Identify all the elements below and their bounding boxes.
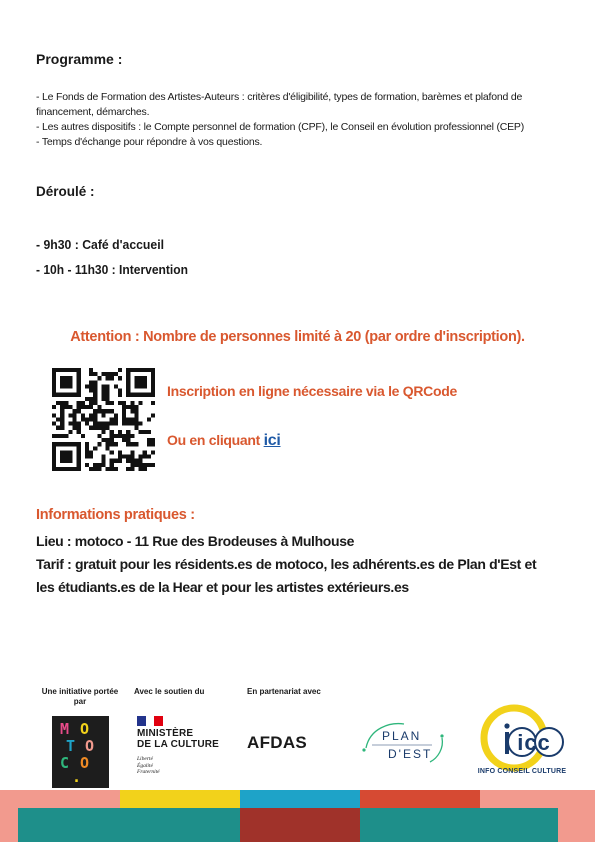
inscription-text: Inscription en ligne nécessaire via le QRCode bbox=[167, 383, 457, 399]
icc-caption: INFO CONSEIL CULTURE bbox=[477, 768, 567, 775]
infos-line: Lieu : motoco - 11 Rue des Brodeuses à Mulhouse bbox=[36, 533, 355, 549]
french-flag-icon bbox=[137, 716, 163, 726]
qr-code-image[interactable] bbox=[52, 368, 155, 471]
infos-line: Tarif : gratuit pour les résidents.es de motoco, les adhérents.es de Plan d'Est et bbox=[36, 556, 537, 572]
programme-item: - Le Fonds de Formation des Artistes-Auteurs : critères d'éligibilité, types de formation, barèmes et plafond de bbox=[36, 91, 523, 103]
deroule-title: Déroulé : bbox=[36, 184, 95, 199]
motoco-letter: C bbox=[60, 754, 70, 772]
planest-line1: PLAN bbox=[382, 729, 422, 743]
ministere-line: MINISTÈRE bbox=[137, 728, 194, 739]
deroule-item: - 10h - 11h30 : Intervention bbox=[36, 262, 188, 277]
motoco-letter: T bbox=[66, 737, 76, 755]
motoco-letter: M bbox=[60, 720, 70, 738]
label-initiative-line: par bbox=[73, 697, 87, 706]
label-partenariat: En partenariat avec bbox=[247, 687, 321, 696]
motoco-letter: O bbox=[80, 754, 90, 772]
infos-body bbox=[36, 530, 571, 599]
infos-line: les étudiants.es de la Hear et pour les artistes extérieurs.es bbox=[36, 579, 409, 595]
plan-d-est-logo bbox=[360, 718, 446, 768]
programme-item: - Temps d'échange pour répondre à vos questions. bbox=[36, 136, 263, 148]
ministere-name bbox=[137, 728, 219, 750]
label-initiative-line: Une initiative portée bbox=[41, 687, 119, 696]
ministere-motto bbox=[137, 756, 160, 776]
icc-letters: icc bbox=[517, 730, 551, 755]
ministere-culture-logo bbox=[137, 716, 232, 782]
programme-title: Programme : bbox=[36, 51, 123, 67]
motoco-letter: O bbox=[80, 720, 90, 738]
footer-color-band bbox=[0, 790, 595, 842]
programme-list bbox=[36, 90, 566, 150]
label-initiative bbox=[30, 687, 130, 707]
motto-line: Égalité bbox=[137, 762, 153, 769]
deroule-item: - 9h30 : Café d'accueil bbox=[36, 237, 164, 252]
motto-line: Liberté bbox=[137, 756, 153, 762]
motoco-logo bbox=[52, 716, 109, 788]
motoco-letter: O bbox=[85, 737, 95, 755]
motoco-letter: . bbox=[72, 768, 82, 786]
afdas-logo: AFDAS bbox=[247, 733, 308, 752]
planest-line2: D'EST bbox=[388, 747, 433, 761]
click-prefix: Ou en cliquant bbox=[167, 432, 264, 448]
click-text bbox=[167, 432, 281, 450]
ici-link[interactable]: ici bbox=[263, 432, 281, 449]
label-soutien: Avec le soutien du bbox=[134, 687, 205, 696]
programme-item: - Les autres dispositifs : le Compte personnel de formation (CPF), le Conseil en évolution professionnel (CEP) bbox=[36, 121, 524, 133]
motto-line: Fraternité bbox=[137, 769, 160, 775]
programme-item: financement, démarches. bbox=[36, 106, 150, 118]
infos-title: Informations pratiques : bbox=[36, 507, 195, 523]
attention-notice: Attention : Nombre de personnes limité à 20 (par ordre d'inscription). bbox=[70, 329, 525, 345]
deroule-list bbox=[36, 232, 200, 282]
ministere-line: DE LA CULTURE bbox=[137, 739, 220, 750]
